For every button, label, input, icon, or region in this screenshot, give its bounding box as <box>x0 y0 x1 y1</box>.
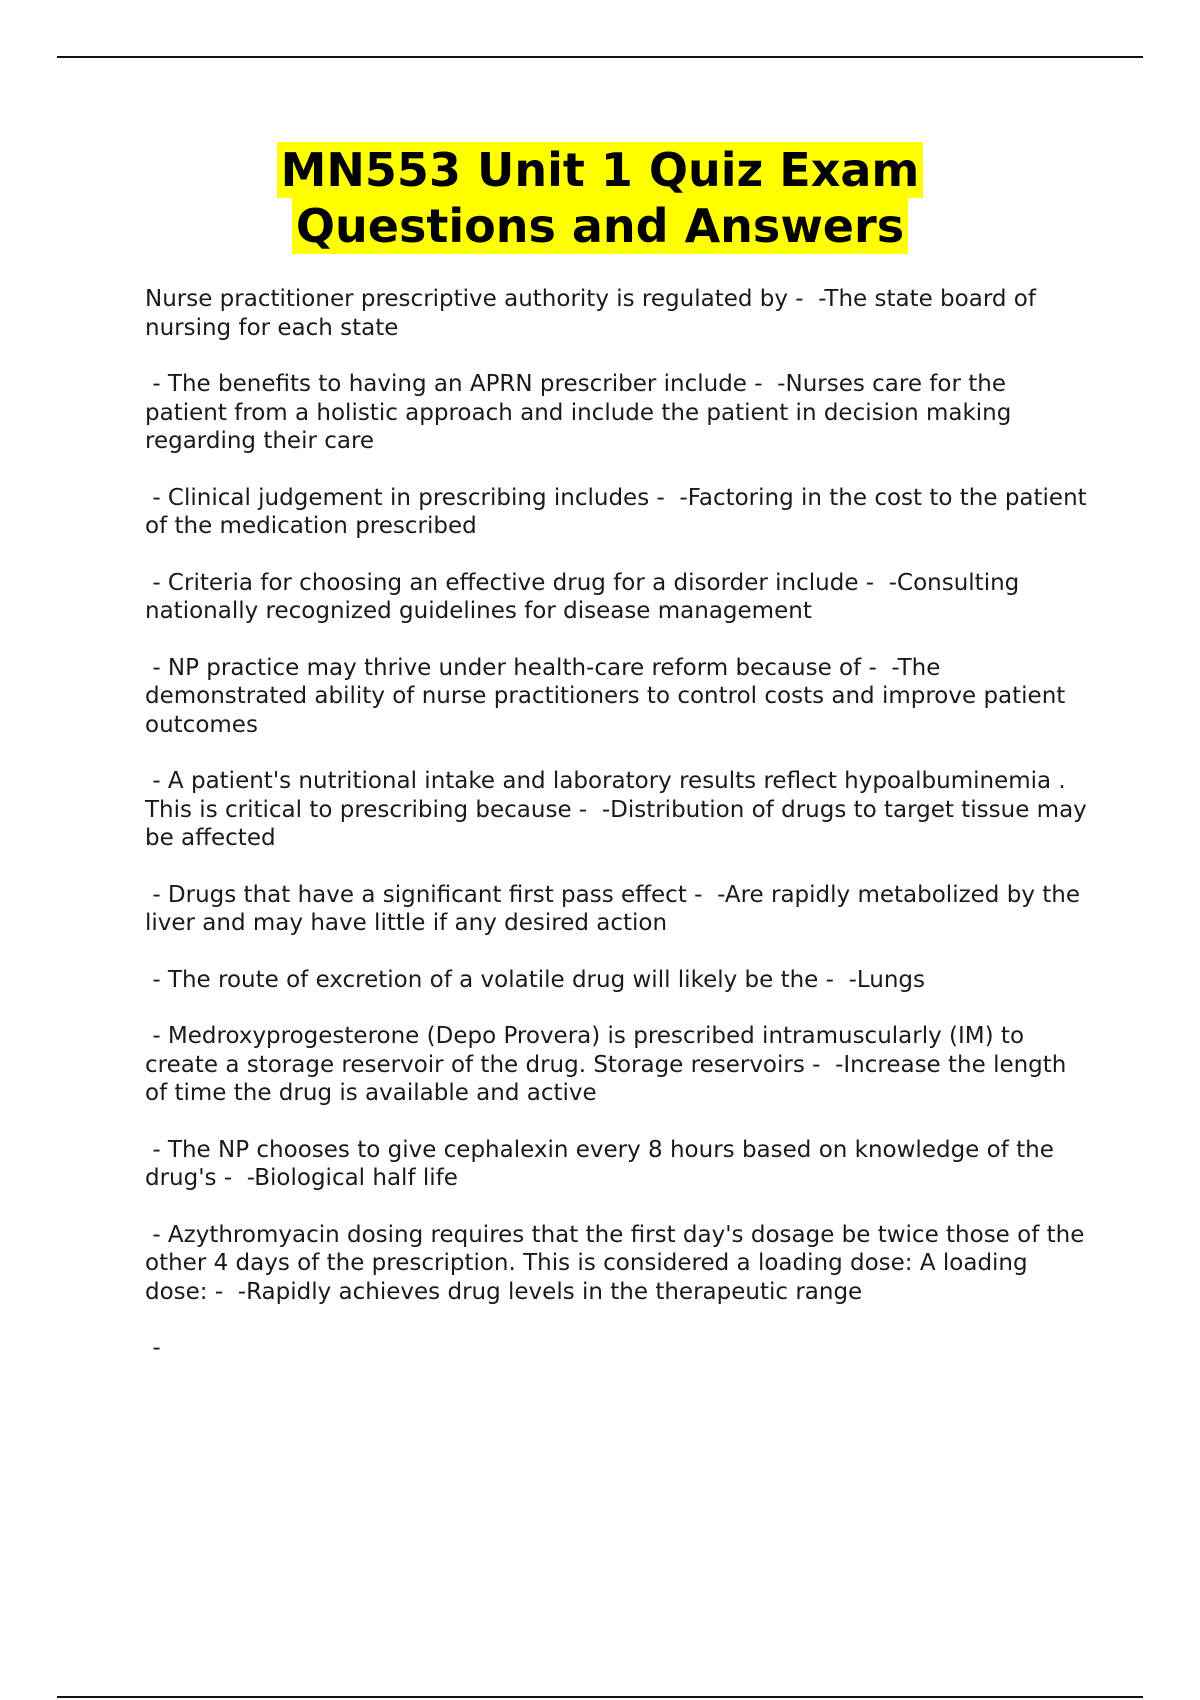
qa-list <box>145 285 1095 1391</box>
qa-item-trailing-dash: - <box>145 1335 161 1361</box>
qa-item: - Criteria for choosing an effective drug for a disorder include - -Consulting nationally recognized guidelines for disease management <box>145 569 1027 624</box>
qa-item: - The NP chooses to give cephalexin every 8 hours based on knowledge of the drug's - -Biological half life <box>145 1136 1062 1191</box>
qa-item: - NP practice may thrive under health-care reform because of - -The demonstrated ability of nurse practitioners to control costs and improve patient outcomes <box>145 654 1073 738</box>
document-title <box>0 142 1200 254</box>
qa-item: Nurse practitioner prescriptive authority is regulated by - -The state board of nursing for each state <box>145 286 1044 341</box>
qa-item: - The benefits to having an APRN prescriber include - -Nurses care for the patient from a holistic approach and include the patient in decision making regarding their care <box>145 371 1019 454</box>
qa-item: - Drugs that have a significant first pass effect - -Are rapidly metabolized by the liver and may have little if any desired action <box>145 881 1088 936</box>
title-line-1: MN553 Unit 1 Quiz Exam <box>277 142 924 198</box>
title-line-2: Questions and Answers <box>292 198 908 254</box>
qa-item: - Medroxyprogesterone (Depo Provera) is prescribed intramuscularly (IM) to create a storage reservoir of the drug. Storage reservoirs - -Increase the length of time the drug is available and active <box>145 1023 1074 1106</box>
qa-item: - The route of excretion of a volatile drug will likely be the - -Lungs <box>145 966 926 993</box>
qa-item: - A patient's nutritional intake and laboratory results reflect hypoalbuminemia . This is critical to prescribing because - -Distribution of drugs to target tissue may be affected <box>145 768 1095 851</box>
qa-item: - Clinical judgement in prescribing includes - -Factoring in the cost to the patient of the medication prescribed <box>145 484 1094 539</box>
top-rule <box>57 56 1143 58</box>
qa-item: - Azythromyacin dosing requires that the first day's dosage be twice those of the other 4 days of the prescription. This is considered a loading dose: A loading dose: - -Rapidly achieves drug levels in the therapeutic range <box>145 1221 1092 1305</box>
bottom-rule <box>57 1696 1143 1698</box>
